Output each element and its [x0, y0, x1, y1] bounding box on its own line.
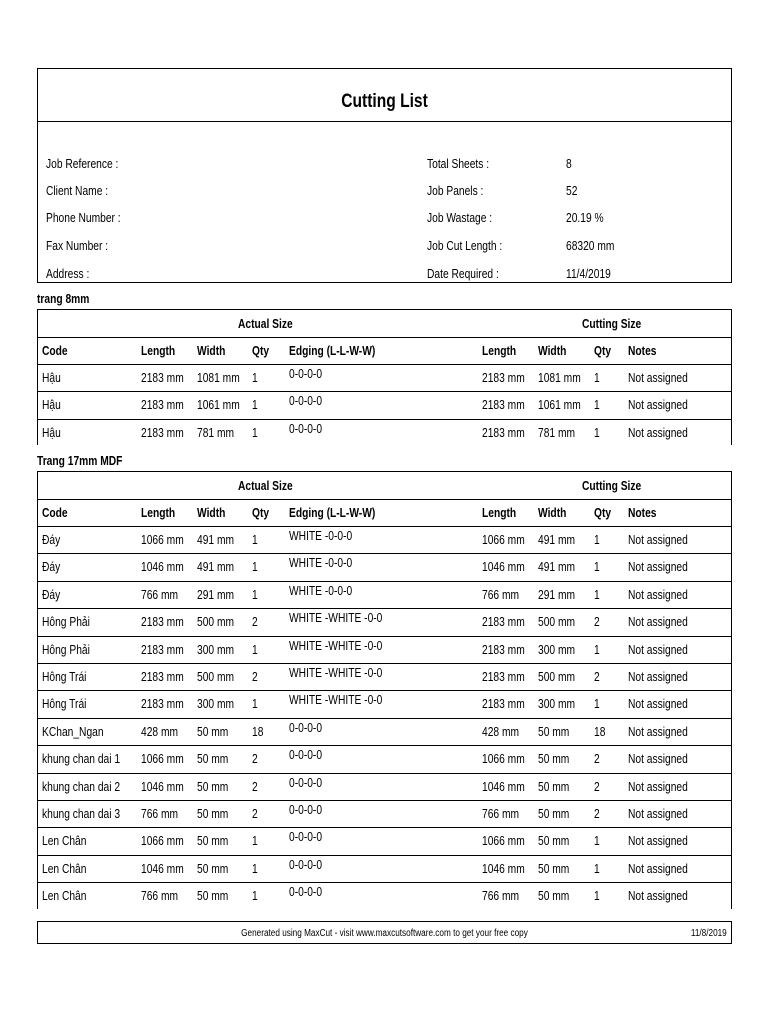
- job-info-label: Date Required :: [427, 267, 499, 281]
- cell-notes: Not assigned: [628, 779, 688, 794]
- section-title: trang 8mm: [37, 292, 90, 306]
- cell-length: 1066 mm: [141, 533, 184, 547]
- cell-width: 50 mm: [197, 834, 229, 849]
- cell-edging: WHITE -WHITE -0-0: [289, 611, 383, 626]
- cell-c-width: 50 mm: [538, 807, 570, 821]
- column-header-row: [38, 499, 731, 527]
- cell-c-width: 50 mm: [538, 861, 570, 876]
- cutting-size-header: Cutting Size: [582, 317, 642, 331]
- job-info-value: 68320 mm: [566, 239, 615, 253]
- cell-width: 291 mm: [197, 587, 235, 602]
- cell-length: 1046 mm: [141, 861, 184, 876]
- cell-width: 781 mm: [197, 425, 235, 440]
- cell-length: 1046 mm: [141, 560, 184, 575]
- actual-size-header: Actual Size: [238, 317, 293, 331]
- job-info-value: 8: [566, 157, 572, 171]
- cell-qty: 2: [252, 752, 258, 767]
- table-row: [38, 581, 731, 609]
- cell-c-width: 500 mm: [538, 670, 576, 684]
- column-header-length: Length: [141, 506, 176, 520]
- cell-code: Đáy: [42, 560, 61, 575]
- cell-c-width: 491 mm: [538, 533, 576, 547]
- cell-code: Hậu: [42, 425, 61, 440]
- cell-c-width: 1081 mm: [538, 371, 581, 385]
- table-row: [38, 419, 731, 447]
- table-row: [38, 745, 731, 773]
- table-row: [38, 663, 731, 691]
- cell-length: 2183 mm: [141, 670, 184, 684]
- column-header-code: Code: [42, 344, 68, 358]
- cell-c-length: 1046 mm: [482, 560, 525, 575]
- cell-edging: 0-0-0-0: [289, 720, 323, 735]
- cell-qty: 2: [252, 670, 258, 684]
- cell-qty: 1: [252, 560, 258, 575]
- column-header-qty: Qty: [252, 506, 270, 520]
- title-row: [38, 69, 731, 122]
- table-row: [38, 882, 731, 910]
- cell-notes: Not assigned: [628, 697, 688, 712]
- column-header-length: Length: [141, 344, 176, 358]
- cell-qty: 2: [252, 779, 258, 794]
- cell-qty: 1: [252, 398, 258, 413]
- cell-qty: 1: [252, 533, 258, 547]
- cell-code: Len Chân: [42, 834, 87, 849]
- column-header-row: [38, 337, 731, 365]
- cell-code: Hậu: [42, 371, 61, 385]
- cell-edging: 0-0-0-0: [289, 367, 323, 381]
- cell-width: 1081 mm: [197, 371, 240, 385]
- job-info-label: Total Sheets :: [427, 157, 490, 171]
- cutting-size-header: Cutting Size: [582, 479, 642, 493]
- footer-generated-text: Generated using MaxCut - visit www.maxcutsoftware.com to get your free copy: [241, 928, 528, 939]
- cell-notes: Not assigned: [628, 752, 688, 767]
- cell-c-width: 300 mm: [538, 642, 576, 657]
- cell-c-length: 766 mm: [482, 587, 520, 602]
- cell-c-length: 2183 mm: [482, 615, 525, 630]
- cell-c-length: 1066 mm: [482, 752, 525, 767]
- cell-c-length: 2183 mm: [482, 670, 525, 684]
- cell-c-length: 766 mm: [482, 889, 520, 904]
- cell-length: 2183 mm: [141, 615, 184, 630]
- cell-c-length: 1066 mm: [482, 533, 525, 547]
- column-header-edging: Edging (L-L-W-W): [289, 506, 376, 520]
- table-row: [38, 773, 731, 801]
- table-row: [38, 608, 731, 636]
- cutting-table: [37, 471, 732, 909]
- cell-notes: Not assigned: [628, 615, 688, 630]
- job-info-panel: [37, 68, 732, 283]
- cell-c-qty: 1: [594, 889, 600, 904]
- cell-edging: 0-0-0-0: [289, 885, 323, 900]
- cell-code: khung chan dai 3: [42, 807, 121, 821]
- cell-c-qty: 2: [594, 779, 600, 794]
- cell-notes: Not assigned: [628, 560, 688, 575]
- table-row: [38, 391, 731, 419]
- column-header-code: Code: [42, 506, 68, 520]
- cell-length: 428 mm: [141, 724, 179, 739]
- cell-width: 50 mm: [197, 807, 229, 821]
- column-header-c-length: Length: [482, 344, 517, 358]
- job-info-value: 20.19 %: [566, 211, 604, 225]
- cell-edging: WHITE -WHITE -0-0: [289, 638, 383, 653]
- cell-notes: Not assigned: [628, 587, 688, 602]
- cell-edging: 0-0-0-0: [289, 830, 323, 845]
- cell-length: 1046 mm: [141, 779, 184, 794]
- cell-c-width: 50 mm: [538, 724, 570, 739]
- column-header-c-width: Width: [538, 506, 567, 520]
- cell-length: 766 mm: [141, 807, 179, 821]
- column-header-notes: Notes: [628, 344, 657, 358]
- column-header-c-qty: Qty: [594, 506, 612, 520]
- cell-width: 491 mm: [197, 533, 235, 547]
- job-info-label: Client Name :: [46, 184, 109, 198]
- cell-c-width: 50 mm: [538, 752, 570, 767]
- column-header-qty: Qty: [252, 344, 270, 358]
- cell-qty: 2: [252, 615, 258, 630]
- job-info-value: 52: [566, 184, 578, 198]
- cell-code: khung chan dai 2: [42, 779, 121, 794]
- cell-code: Hông Trái: [42, 697, 87, 712]
- cell-edging: 0-0-0-0: [289, 803, 323, 817]
- job-info-label: Job Wastage :: [427, 211, 493, 225]
- cell-length: 766 mm: [141, 889, 179, 904]
- cell-qty: 1: [252, 861, 258, 876]
- cell-width: 500 mm: [197, 670, 235, 684]
- cell-c-qty: 1: [594, 697, 600, 712]
- cell-width: 50 mm: [197, 724, 229, 739]
- cell-c-width: 50 mm: [538, 779, 570, 794]
- cell-notes: Not assigned: [628, 724, 688, 739]
- cell-c-width: 300 mm: [538, 697, 576, 712]
- table-row: [38, 636, 731, 664]
- cell-c-length: 2183 mm: [482, 398, 525, 413]
- cell-edging: WHITE -0-0-0: [289, 556, 353, 571]
- cell-qty: 1: [252, 425, 258, 440]
- cell-edging: WHITE -WHITE -0-0: [289, 693, 383, 708]
- cell-c-qty: 1: [594, 587, 600, 602]
- cell-c-qty: 2: [594, 670, 600, 684]
- cell-notes: Not assigned: [628, 889, 688, 904]
- column-header-width: Width: [197, 344, 226, 358]
- job-info-label: Job Reference :: [46, 157, 119, 171]
- column-header-c-width: Width: [538, 344, 567, 358]
- cell-c-width: 500 mm: [538, 615, 576, 630]
- job-info-label: Job Cut Length :: [427, 239, 503, 253]
- cell-c-length: 1046 mm: [482, 779, 525, 794]
- cutting-table: [37, 309, 732, 445]
- table-row: [38, 364, 731, 392]
- cell-c-qty: 1: [594, 425, 600, 440]
- cell-c-length: 1046 mm: [482, 861, 525, 876]
- cell-length: 2183 mm: [141, 398, 184, 413]
- cell-c-length: 766 mm: [482, 807, 520, 821]
- cell-length: 766 mm: [141, 587, 179, 602]
- cell-c-length: 2183 mm: [482, 697, 525, 712]
- table-row: [38, 800, 731, 828]
- cell-notes: Not assigned: [628, 425, 688, 440]
- cell-length: 2183 mm: [141, 642, 184, 657]
- column-header-c-qty: Qty: [594, 344, 612, 358]
- column-header-notes: Notes: [628, 506, 657, 520]
- cell-c-width: 50 mm: [538, 834, 570, 849]
- cell-c-length: 2183 mm: [482, 371, 525, 385]
- table-row: [38, 718, 731, 746]
- cell-width: 50 mm: [197, 779, 229, 794]
- cell-qty: 1: [252, 889, 258, 904]
- cell-code: Hông Phải: [42, 615, 90, 630]
- cell-qty: 1: [252, 642, 258, 657]
- cell-edging: WHITE -0-0-0: [289, 583, 353, 598]
- cell-length: 1066 mm: [141, 834, 184, 849]
- cell-width: 300 mm: [197, 697, 235, 712]
- cell-width: 50 mm: [197, 861, 229, 876]
- cell-width: 491 mm: [197, 560, 235, 575]
- cell-qty: 18: [252, 724, 264, 739]
- cell-length: 1066 mm: [141, 752, 184, 767]
- cell-code: khung chan dai 1: [42, 752, 121, 767]
- cell-qty: 1: [252, 697, 258, 712]
- cell-code: Len Chân: [42, 861, 87, 876]
- cell-edging: 0-0-0-0: [289, 394, 323, 409]
- cell-c-length: 2183 mm: [482, 425, 525, 440]
- cell-width: 500 mm: [197, 615, 235, 630]
- column-header-edging: Edging (L-L-W-W): [289, 344, 376, 358]
- cell-width: 300 mm: [197, 642, 235, 657]
- cell-code: Hông Phải: [42, 642, 90, 657]
- cell-notes: Not assigned: [628, 642, 688, 657]
- cell-c-qty: 2: [594, 752, 600, 767]
- cell-c-width: 781 mm: [538, 425, 576, 440]
- cell-length: 2183 mm: [141, 371, 184, 385]
- cell-c-length: 2183 mm: [482, 642, 525, 657]
- cell-width: 1061 mm: [197, 398, 240, 413]
- cell-c-qty: 18: [594, 724, 606, 739]
- cell-qty: 2: [252, 807, 258, 821]
- cell-code: KChan_Ngan: [42, 724, 104, 739]
- cell-c-qty: 1: [594, 398, 600, 413]
- cell-code: Đáy: [42, 587, 61, 602]
- column-header-c-length: Length: [482, 506, 517, 520]
- cell-qty: 1: [252, 587, 258, 602]
- cell-c-length: 428 mm: [482, 724, 520, 739]
- section-title: Trang 17mm MDF: [37, 454, 123, 468]
- cell-c-width: 50 mm: [538, 889, 570, 904]
- cell-c-qty: 1: [594, 834, 600, 849]
- cell-notes: Not assigned: [628, 861, 688, 876]
- cell-length: 2183 mm: [141, 697, 184, 712]
- job-info-label: Address :: [46, 267, 90, 281]
- column-header-width: Width: [197, 506, 226, 520]
- cell-edging: 0-0-0-0: [289, 748, 323, 763]
- cell-c-length: 1066 mm: [482, 834, 525, 849]
- cell-c-qty: 1: [594, 533, 600, 547]
- page-footer: [37, 921, 732, 944]
- footer-date: 11/8/2019: [691, 928, 727, 939]
- cell-c-width: 291 mm: [538, 587, 576, 602]
- job-info-label: Fax Number :: [46, 239, 109, 253]
- cell-c-qty: 1: [594, 371, 600, 385]
- cell-code: Hậu: [42, 398, 61, 413]
- cell-width: 50 mm: [197, 752, 229, 767]
- cell-edging: 0-0-0-0: [289, 421, 323, 436]
- cell-c-qty: 2: [594, 807, 600, 821]
- table-row: [38, 690, 731, 718]
- cell-edging: WHITE -WHITE -0-0: [289, 666, 383, 680]
- cell-c-qty: 1: [594, 560, 600, 575]
- cell-c-qty: 2: [594, 615, 600, 630]
- job-info-label: Job Panels :: [427, 184, 484, 198]
- cell-notes: Not assigned: [628, 834, 688, 849]
- cell-qty: 1: [252, 371, 258, 385]
- cell-edging: 0-0-0-0: [289, 857, 323, 872]
- job-info-value: 11/4/2019: [566, 267, 611, 281]
- page-title: Cutting List: [341, 91, 428, 112]
- cell-notes: Not assigned: [628, 371, 688, 385]
- cell-notes: Not assigned: [628, 533, 688, 547]
- cell-notes: Not assigned: [628, 398, 688, 413]
- table-row: [38, 526, 731, 554]
- cell-c-qty: 1: [594, 861, 600, 876]
- cell-notes: Not assigned: [628, 670, 688, 684]
- cell-width: 50 mm: [197, 889, 229, 904]
- cell-qty: 1: [252, 834, 258, 849]
- cell-length: 2183 mm: [141, 425, 184, 440]
- cell-code: Len Chân: [42, 889, 87, 904]
- cell-c-width: 1061 mm: [538, 398, 581, 413]
- table-row: [38, 855, 731, 883]
- cell-notes: Not assigned: [628, 807, 688, 821]
- cell-code: Hông Trái: [42, 670, 87, 684]
- table-row: [38, 827, 731, 855]
- actual-size-header: Actual Size: [238, 479, 293, 493]
- cell-c-width: 491 mm: [538, 560, 576, 575]
- cell-edging: WHITE -0-0-0: [289, 529, 353, 543]
- cell-code: Đáy: [42, 533, 61, 547]
- table-row: [38, 553, 731, 581]
- cell-c-qty: 1: [594, 642, 600, 657]
- job-info-label: Phone Number :: [46, 211, 121, 225]
- cell-edging: 0-0-0-0: [289, 775, 323, 790]
